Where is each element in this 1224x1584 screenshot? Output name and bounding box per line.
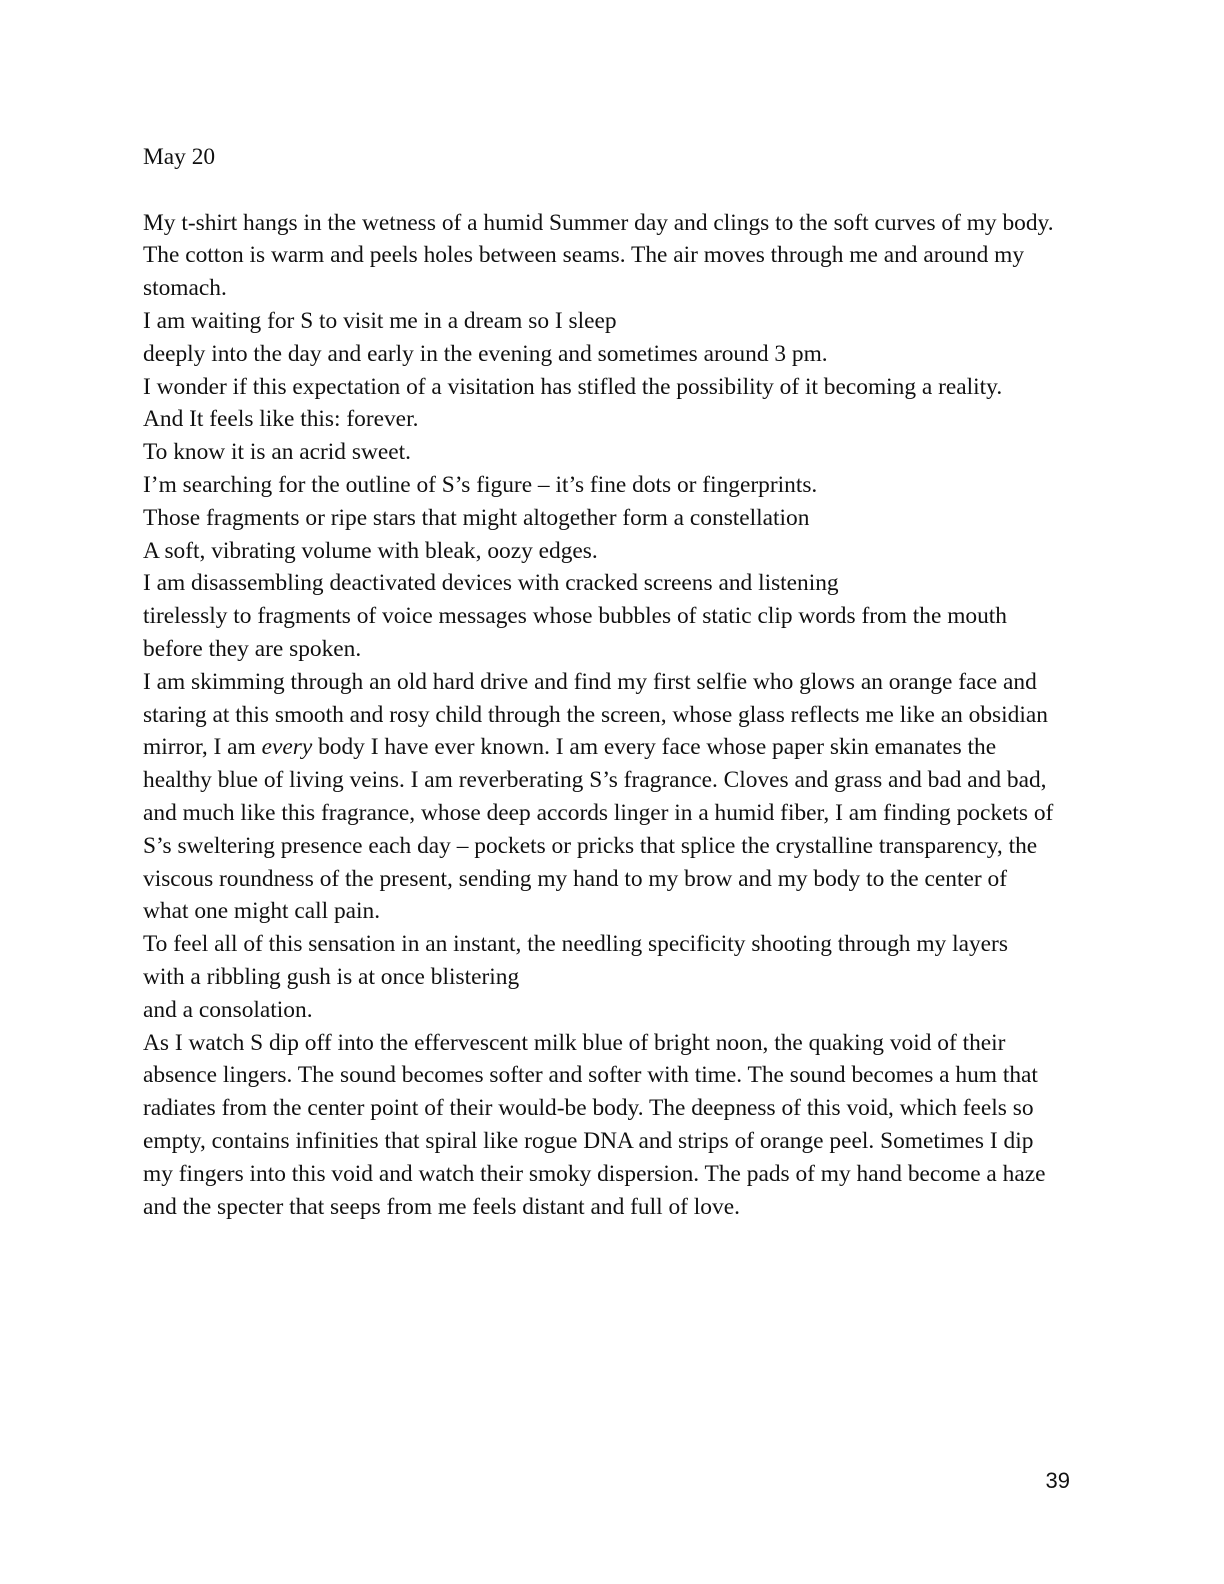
- text-line: with a ribbling gush is at once blistering: [143, 963, 520, 990]
- text-line: The cotton is warm and peels holes between seams. The air moves through me and around my: [143, 242, 1025, 269]
- text-line: viscous roundness of the present, sending my hand to my brow and my body to the center of: [143, 865, 1007, 892]
- emphasized-word: every: [261, 734, 313, 761]
- text-line-with-emphasis: [143, 731, 1083, 764]
- text-line: I am skimming through an old hard drive and find my first selfie who glows an orange face and: [143, 668, 1037, 695]
- entry-date: May 20: [143, 144, 216, 170]
- text-line: what one might call pain.: [143, 898, 381, 925]
- text-line: before they are spoken.: [143, 635, 362, 662]
- text-line: I wonder if this expectation of a visitation has stifled the possibility of it becoming a reality.: [143, 373, 1003, 400]
- text-line: my fingers into this void and watch their smoky dispersion. The pads of my hand become a haze: [143, 1160, 1046, 1187]
- text-line: healthy blue of living veins. I am reverberating S’s fragrance. Cloves and grass and bad and bad,: [143, 767, 1047, 794]
- text-line: radiates from the center point of their would-be body. The deepness of this void, which feels so: [143, 1095, 1034, 1122]
- text-line: S’s sweltering presence each day – pockets or pricks that splice the crystalline transparency, the: [143, 832, 1038, 859]
- text-line: And It feels like this: forever.: [143, 406, 419, 433]
- text-line: A soft, vibrating volume with bleak, oozy edges.: [143, 537, 598, 564]
- text-line: tirelessly to fragments of voice messages whose bubbles of static clip words from the mouth: [143, 603, 1007, 630]
- text-line: I am waiting for S to visit me in a dream so I sleep: [143, 307, 617, 334]
- text-line: staring at this smooth and rosy child through the screen, whose glass reflects me like an obsidian: [143, 701, 1048, 728]
- text-segment: mirror, I am: [143, 734, 262, 761]
- text-line: and a consolation.: [143, 996, 313, 1023]
- text-line: stomach.: [143, 275, 227, 302]
- text-line: I am disassembling deactivated devices with cracked screens and listening: [143, 570, 839, 597]
- text-line: As I watch S dip off into the effervescent milk blue of bright noon, the quaking void of their: [143, 1029, 1006, 1056]
- text-line: empty, contains infinities that spiral like rogue DNA and strips of orange peel. Sometimes I dip: [143, 1127, 1034, 1154]
- text-line: To know it is an acrid sweet.: [143, 439, 411, 466]
- text-segment: body I have ever known. I am every face whose paper skin emanates the: [312, 734, 997, 761]
- text-line: deeply into the day and early in the evening and sometimes around 3 pm.: [143, 340, 828, 367]
- page-content: [143, 141, 1083, 1223]
- text-line: Those fragments or ripe stars that might altogether form a constellation: [143, 504, 810, 531]
- text-line: To feel all of this sensation in an instant, the needling specificity shooting through my layers: [143, 931, 1008, 958]
- text-line: I’m searching for the outline of S’s figure – it’s fine dots or fingerprints.: [143, 471, 818, 498]
- text-line: absence lingers. The sound becomes softer and softer with time. The sound becomes a hum that: [143, 1062, 1038, 1089]
- text-line: My t-shirt hangs in the wetness of a humid Summer day and clings to the soft curves of my body.: [143, 209, 1054, 236]
- entry-body: [143, 207, 1083, 1224]
- page-number: 39: [1045, 1468, 1070, 1493]
- text-line: and much like this fragrance, whose deep accords linger in a humid fiber, I am finding pockets of: [143, 799, 1054, 826]
- text-line: and the specter that seeps from me feels distant and full of love.: [143, 1193, 740, 1220]
